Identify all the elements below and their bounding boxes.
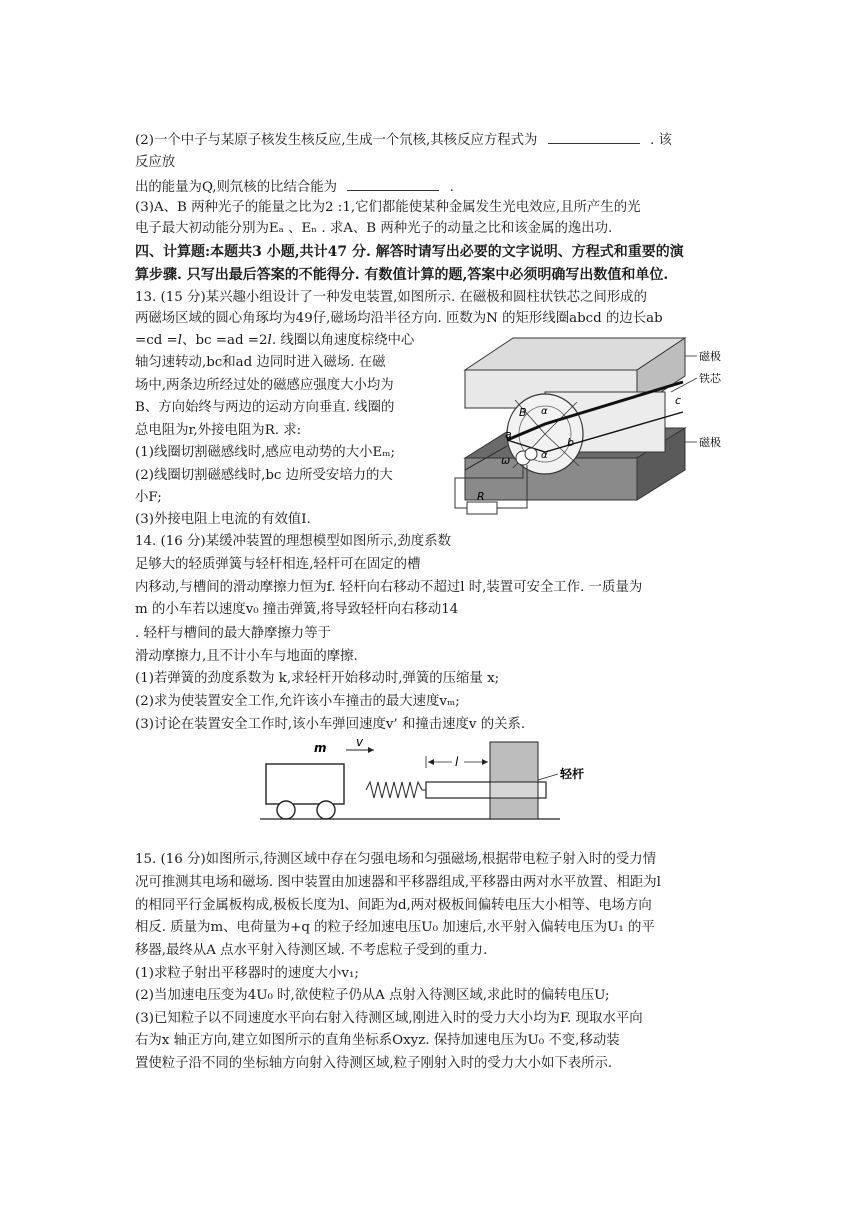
q14-line-9: (3)讨论在装置安全工作时,该小车弹回速度v’ 和撞击速度v 的关系. xyxy=(135,717,526,732)
q12-line-4: (3)A、B 两种光子的能量之比为2 :1,它们都能使某种金属发生光电效应,且所产生的光 xyxy=(135,200,641,215)
q14-line-6: 滑动摩擦力,且不计小车与地面的摩擦. xyxy=(135,649,358,664)
q13-line-4: 轴匀速转动,bc和ad 边同时进入磁场. 在磁 xyxy=(135,355,386,370)
q14-line-2: 足够大的轻质弹簧与轻杆相连,轻杆可在固定的槽 xyxy=(135,557,421,572)
q13-line-11: (3)外接电阻上电流的有效值I. xyxy=(135,512,311,527)
q12-text-1: (2)一个中子与某原子核发生核反应,生成一个氘核,其核反应方程式为 xyxy=(135,133,538,148)
q12-line-1 xyxy=(135,129,672,151)
fig13-label-R: R xyxy=(477,490,485,503)
q12-line-5: 电子最大初动能分别为Eₐ 、Eₙ . 求A、B 两种光子的动量之比和该金属的逸出功. xyxy=(135,221,613,236)
q13-line-9: (2)线圈切割磁感线时,bc 边所受安培力的大 xyxy=(135,468,393,483)
fig13-label-a: a xyxy=(505,428,512,441)
q15-line-10: 置使粒子沿不同的坐标轴方向射入待测区域,粒子刚射入时的受力大小如下表所示. xyxy=(135,1056,613,1071)
q15-line-4: 相反. 质量为m、电荷量为+q 的粒子经加速电压U₀ 加速后,水平射入偏转电压为U₁ 的平 xyxy=(135,920,655,935)
fig14-label-v: v xyxy=(356,738,364,749)
fig13-label-b: b xyxy=(567,436,574,449)
q13-line-8: (1)线圈切割磁感线时,感应电动势的大小Eₘ; xyxy=(135,445,395,460)
fig14-label-rod: 轻杆 xyxy=(560,767,585,781)
q12-text-3: 出的能量为Q,则氘核的比结合能为 xyxy=(135,180,338,195)
q12-line-3 xyxy=(135,176,454,198)
fig13-label-core: 铁芯 xyxy=(699,372,721,385)
fig13-label-pole-bottom: 磁极 xyxy=(699,436,721,449)
q12-text-3-end: . xyxy=(449,180,454,195)
fig13-label-c: c xyxy=(675,394,682,407)
q14-line-3: 内移动,与槽间的滑动摩擦力恒为f. 轻杆向右移动不超过l 时,装置可安全工作. 一质量为 xyxy=(135,580,643,595)
q15-line-3: 的相同平行金属板构成,极板长度为l、间距为d,两对极板间偏转电压大小相等、电场方向 xyxy=(135,898,652,913)
q13-line-5: 场中,两条边所经过处的磁感应强度大小均为 xyxy=(135,378,394,393)
q15-line-2: 况可推测其电场和磁场. 图中装置由加速器和平移器组成,平移器由两对水平放置、相距为l xyxy=(135,875,661,890)
q12-text-1-end: . 该 xyxy=(649,133,672,148)
q13-line-1: 13. (15 分)某兴趣小组设计了一种发电装置,如图所示. 在磁极和圆柱状铁芯之间形成的 xyxy=(135,290,647,305)
q12-line-2: 反应放 xyxy=(135,155,176,170)
q15-line-5: 移器,最终从A 点水平射入待测区域. 不考虑粒子受到的重力. xyxy=(135,943,488,958)
q15-line-7: (2)当加速电压变为4U₀ 时,欲使粒子仍从A 点射入待测区域,求此时的偏转电压U; xyxy=(135,988,610,1003)
fig14-label-l: l xyxy=(455,755,459,769)
q15-line-9: 右为x 轴正方向,建立如图所示的直角坐标系Oxyz. 保持加速电压为U₀ 不变,移动装 xyxy=(135,1033,620,1048)
fig13-label-alpha-1: α xyxy=(541,406,548,417)
q14-line-4: m 的小车若以速度v₀ 撞击弹簧,将导致轻杆向右移动14 xyxy=(135,602,459,617)
q13-line-7: 总电阻为r,外接电阻为R. 求: xyxy=(135,423,302,438)
q14-line-8: (2)求为使装置安全工作,允许该小车撞击的最大速度vₘ; xyxy=(135,694,460,709)
q14-line-1: 14. (16 分)某缓冲装置的理想模型如图所示,劲度系数 xyxy=(135,534,451,549)
answer-blank-1[interactable] xyxy=(548,129,640,144)
q14-line-7: (1)若弹簧的劲度系数为 k,求轻杆开始移动时,弹簧的压缩量 x; xyxy=(135,671,500,686)
fig13-label-omega: ω xyxy=(501,454,511,467)
q13-line-10: 小F; xyxy=(135,490,162,505)
q13-line-6: B、方向始终与两边的运动方向垂直. 线圈的 xyxy=(135,400,395,415)
fig13-label-pole-top: 磁极 xyxy=(699,350,721,363)
buffer-device-figure xyxy=(260,738,620,826)
answer-blank-2[interactable] xyxy=(347,176,439,191)
fig13-label-B: B xyxy=(519,406,527,419)
section4-heading-1: 四、计算题:本题共3 小题,共计47 分. 解答时请写出必要的文字说明、方程式和重要的演 xyxy=(135,244,684,260)
generator-figure xyxy=(445,330,735,525)
q15-line-1: 15. (16 分)如图所示,待测区域中存在匀强电场和匀强磁场,根据带电粒子射入时的受力情 xyxy=(135,852,657,867)
q15-line-8: (3)已知粒子以不同速度水平向右射入待测区域,刚进入时的受力大小均为F. 现取水平向 xyxy=(135,1011,643,1026)
q13-line-2: 两磁场区域的圆心角琢均为49仔,磁场均沿半径方向. 匝数为N 的矩形线圈abcd 的边长ab xyxy=(135,311,663,326)
q15-line-6: (1)求粒子射出平移器时的速度大小v₁; xyxy=(135,966,359,981)
fig14-label-m: m xyxy=(314,741,327,755)
q13-line-3: =cd =𝑙、bc =ad =2𝑙. 线圈以角速度棕绕中心 xyxy=(135,333,415,348)
fig13-label-alpha-2: α xyxy=(541,450,548,461)
section4-heading-2: 算步骤. 只写出最后答案的不能得分. 有数值计算的题,答案中必须明确写出数值和单位. xyxy=(135,267,669,283)
q14-line-5: . 轻杆与槽间的最大静摩擦力等于 xyxy=(135,626,331,641)
